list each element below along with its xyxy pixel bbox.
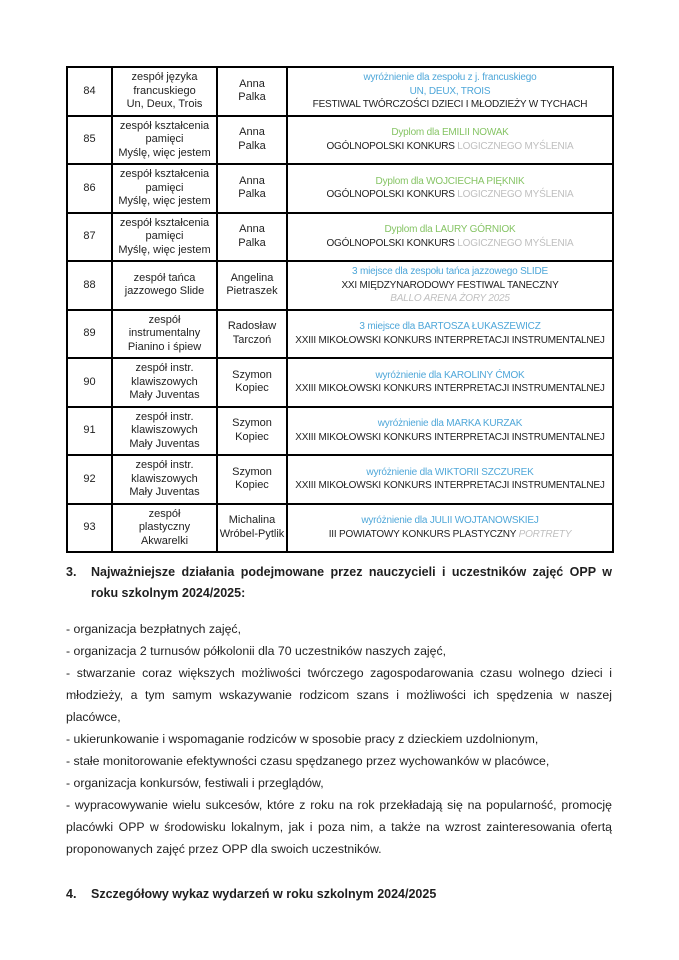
row-number-cell: 88	[67, 261, 112, 310]
teacher-name-cell: Radosław Tarczoń	[217, 310, 287, 359]
award-line: wyróżnienie dla WIKTORII SZCZUREK	[366, 466, 534, 478]
table-row	[67, 213, 613, 262]
group-name-cell: zespół języka francuskiego Un, Deux, Trois	[112, 67, 217, 116]
awards-table-body	[67, 67, 613, 552]
section-heading-text: Szczegółowy wykaz wydarzeń w roku szkolnym 2024/2025	[91, 887, 437, 901]
table-row	[67, 67, 613, 116]
award-line: BALLO ARENA ŻORY 2025	[390, 293, 510, 304]
award-line: wyróżnienie dla zespołu z j. francuskiego	[363, 72, 537, 83]
table-row	[67, 358, 613, 407]
teacher-name-cell: Szymon Kopiec	[217, 407, 287, 456]
teacher-name-cell: Michalina Wróbel-Pytlik	[217, 504, 287, 553]
award-line: 3 miejsce dla BARTOSZA ŁUKASZEWICZ	[359, 321, 541, 333]
award-line: XXIII MIKOŁOWSKI KONKURS INTERPRETACJI INSTRUMENTALNEJ	[295, 431, 605, 443]
group-name-cell: zespół plastyczny Akwarelki	[112, 504, 217, 553]
award-description-cell	[287, 455, 613, 504]
teacher-name-cell: Anna Palka	[217, 213, 287, 262]
section-heading-text: Najważniejsze działania podejmowane przez nauczycieli i uczestników zajęć OPP w roku szkolnym 2024/2025:	[91, 565, 612, 600]
award-line: XXIII MIKOŁOWSKI KONKURS INTERPRETACJI INSTRUMENTALNEJ	[295, 480, 605, 492]
row-number-cell: 91	[67, 407, 112, 456]
award-line: XXIII MIKOŁOWSKI KONKURS INTERPRETACJI INSTRUMENTALNEJ	[295, 383, 605, 395]
group-name-cell: zespół instr. klawiszowych Mały Juventas	[112, 455, 217, 504]
award-line: XXIII MIKOŁOWSKI KONKURS INTERPRETACJI INSTRUMENTALNEJ	[295, 334, 605, 346]
row-number-cell: 89	[67, 310, 112, 359]
award-line: FESTIWAL TWÓRCZOŚCI DZIECI I MŁODZIEŻY W TYCHACH	[312, 99, 588, 110]
section-heading-4	[66, 884, 612, 905]
award-line: III POWIATOWY KONKURS PLASTYCZNY PORTRETY	[328, 528, 572, 540]
group-name-cell: zespół kształcenia pamięci Myślę, więc jestem	[112, 116, 217, 165]
table-row	[67, 310, 613, 359]
list-item: - stałe monitorowanie efektywności czasu spędzanego przez wychowanków w placówce,	[66, 754, 550, 768]
row-number-cell: 93	[67, 504, 112, 553]
section-heading-3	[66, 562, 612, 604]
award-line: wyróżnienie dla KAROLINY ĆMOK	[375, 369, 525, 381]
award-description-cell	[287, 213, 613, 262]
award-description-cell	[287, 261, 613, 310]
group-name-cell: zespół instr. klawiszowych Mały Juventas	[112, 407, 217, 456]
award-line: wyróżnienie dla MARKA KURZAK	[377, 418, 523, 430]
teacher-name-cell: Angelina Pietraszek	[217, 261, 287, 310]
award-line: OGÓLNOPOLSKI KONKURS LOGICZNEGO MYŚLENIA	[326, 189, 574, 201]
row-number-cell: 85	[67, 116, 112, 165]
row-number-cell: 87	[67, 213, 112, 262]
award-description-cell	[287, 504, 613, 553]
award-description-cell	[287, 407, 613, 456]
group-name-cell: zespół tańca jazzowego Slide	[112, 261, 217, 310]
awards-table	[66, 66, 614, 553]
award-line: 3 miejsce dla zespołu tańca jazzowego SLIDE	[352, 266, 548, 277]
list-item: - organizacja 2 turnusów półkolonii dla 70 uczestników naszych zajęć,	[66, 644, 447, 658]
group-name-cell: zespół kształcenia pamięci Myślę, więc jestem	[112, 164, 217, 213]
row-number-cell: 90	[67, 358, 112, 407]
award-description-cell	[287, 358, 613, 407]
table-row	[67, 261, 613, 310]
activities-list	[66, 618, 612, 860]
list-item: - stwarzanie coraz większych możliwości twórczego zagospodarowania czasu wolnego dzieci i młodzieży, a tym samym wskazywanie rodzicom szans i możliwości ich spędzenia w naszej placówce,	[66, 666, 612, 724]
teacher-name-cell: Szymon Kopiec	[217, 358, 287, 407]
award-line: OGÓLNOPOLSKI KONKURS LOGICZNEGO MYŚLENIA	[326, 140, 574, 152]
row-number-cell: 92	[67, 455, 112, 504]
list-item: - organizacja konkursów, festiwali i przeglądów,	[66, 776, 324, 790]
award-line: OGÓLNOPOLSKI KONKURS LOGICZNEGO MYŚLENIA	[326, 237, 574, 249]
list-item: - ukierunkowanie i wspomaganie rodziców w sposobie pracy z dzieckiem uzdolnionym,	[66, 732, 539, 746]
award-line: Dyplom dla WOJCIECHA PIĘKNIK	[375, 175, 525, 187]
group-name-cell: zespół instr. klawiszowych Mały Juventas	[112, 358, 217, 407]
teacher-name-cell: Szymon Kopiec	[217, 455, 287, 504]
award-line: UN, DEUX, TROIS	[409, 85, 491, 97]
section-number: 4.	[66, 887, 77, 901]
list-item: - organizacja bezpłatnych zajęć,	[66, 622, 241, 636]
list-item: - wypracowywanie wielu sukcesów, które z roku na rok przekładają się na popularność, promocję placówki OPP w środowisku lokalnym, jak i poza nim, a także na wzrost zainteresowania ofertą proponowanych zajęć przez OPP dla swoich uczestników.	[66, 798, 612, 856]
teacher-name-cell: Anna Palka	[217, 164, 287, 213]
row-number-cell: 86	[67, 164, 112, 213]
award-description-cell	[287, 116, 613, 165]
table-row	[67, 407, 613, 456]
award-line: Dyplom dla EMILII NOWAK	[391, 127, 509, 139]
table-row	[67, 455, 613, 504]
table-row	[67, 164, 613, 213]
award-line: XXI MIĘDZYNARODOWY FESTIWAL TANECZNY	[341, 279, 559, 291]
document-content	[66, 66, 612, 917]
award-line: wyróżnienie dla JULII WOJTANOWSKIEJ	[361, 515, 539, 527]
award-description-cell	[287, 310, 613, 359]
award-description-cell	[287, 164, 613, 213]
section-number: 3.	[66, 565, 77, 579]
teacher-name-cell: Anna Palka	[217, 116, 287, 165]
group-name-cell: zespół instrumentalny Pianino i śpiew	[112, 310, 217, 359]
table-row	[67, 504, 613, 553]
award-line: Dyplom dla LAURY GÓRNIOK	[384, 224, 516, 236]
group-name-cell: zespół kształcenia pamięci Myślę, więc jestem	[112, 213, 217, 262]
teacher-name-cell: Anna Palka	[217, 67, 287, 116]
table-row	[67, 116, 613, 165]
award-description-cell	[287, 67, 613, 116]
row-number-cell: 84	[67, 67, 112, 116]
